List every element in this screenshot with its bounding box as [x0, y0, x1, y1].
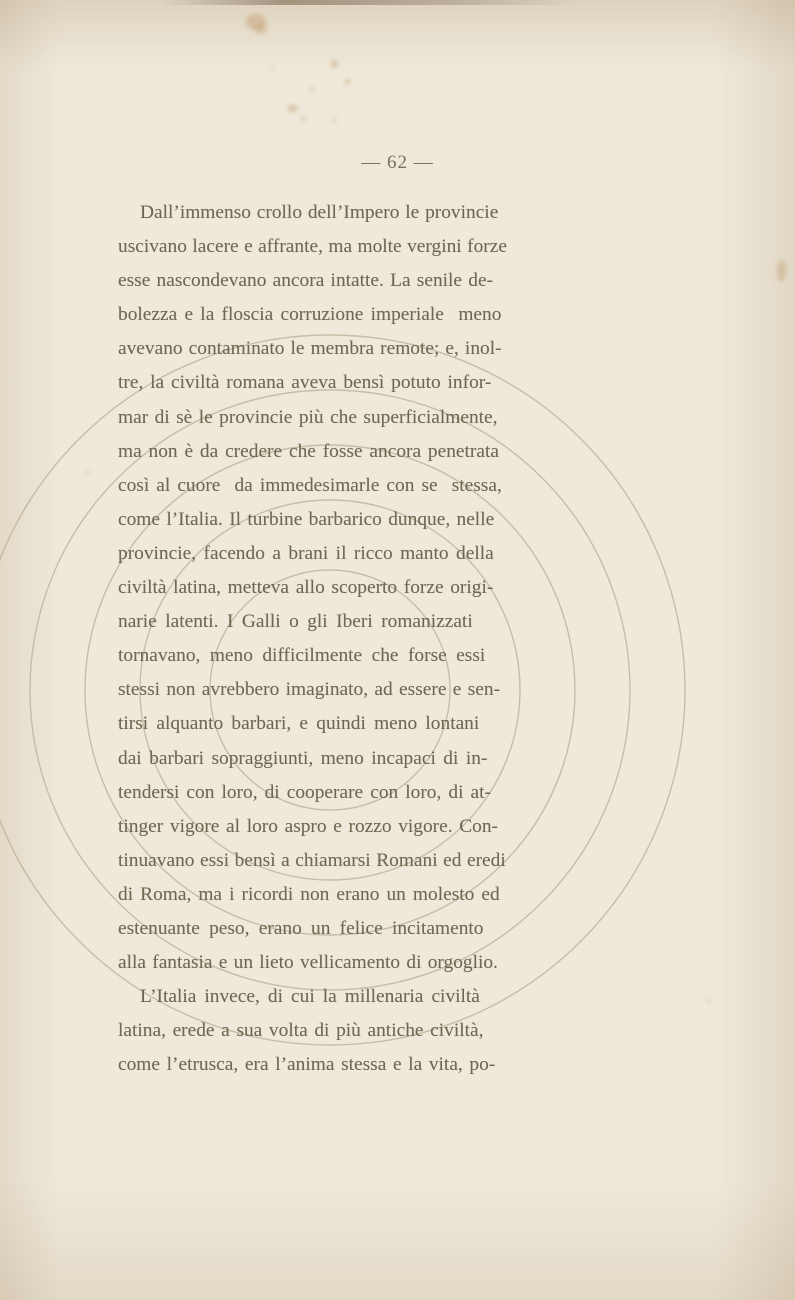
- paragraph: [118, 196, 678, 980]
- text-line: avevano contaminato le membra remote; e, inol-: [118, 338, 502, 360]
- paper-stain: [300, 116, 307, 122]
- page-edge-shadow-left: [0, 0, 60, 1300]
- text-line: dai barbari sopraggiunti, meno incapaci di in-: [118, 747, 488, 769]
- text-line: uscivano lacere e affrante, ma molte vergini forze: [118, 236, 507, 258]
- paper-stain: [246, 14, 266, 30]
- text-line: ma non è da credere che fosse ancora penetrata: [118, 440, 499, 462]
- text-line: tinger vigore al loro aspro e rozzo vigore. Con-: [118, 815, 499, 837]
- paper-stain: [84, 470, 90, 475]
- page-edge-shadow-top: [0, 0, 795, 70]
- text-line: alla fantasia e un lieto vellicamento di orgoglio.: [118, 952, 498, 974]
- page-edge-shadow-bottom: [0, 1180, 795, 1300]
- paragraph: [118, 980, 678, 1082]
- text-line: esse nascondevano ancora intatte. La senile de-: [118, 270, 494, 292]
- paper-stain: [330, 60, 339, 68]
- page-edge-shadow-right: [715, 0, 795, 1300]
- text-line: L’Italia invece, di cui la millenaria civiltà: [140, 986, 480, 1008]
- text-line: così al cuore da immedesimarle con se stessa,: [118, 474, 502, 496]
- paper-stain: [309, 86, 315, 92]
- paper-stain: [255, 24, 267, 34]
- text-line: tre, la civiltà romana aveva bensì potuto infor-: [118, 372, 492, 394]
- text-line: tendersi con loro, di cooperare con loro, di at-: [118, 781, 491, 803]
- text-line: narie latenti. I Galli o gli Iberi romanizzati: [118, 611, 473, 633]
- page-text-body: [118, 196, 678, 1082]
- text-line: civiltà latina, metteva allo scoperto forze origi-: [118, 577, 494, 599]
- text-line: tirsi alquanto barbari, e quindi meno lontani: [118, 713, 480, 735]
- paper-stain: [706, 998, 712, 1004]
- text-line: tornavano, meno difficilmente che forse essi: [118, 645, 486, 667]
- text-line: estenuante peso, erano un felice incitamento: [118, 917, 484, 939]
- paper-stain: [777, 260, 786, 282]
- scan-artifact-strip: [160, 0, 580, 5]
- paper-stain: [344, 78, 351, 85]
- text-line: come l’Italia. Il turbine barbarico dunque, nelle: [118, 508, 495, 530]
- paper-stain: [287, 104, 298, 113]
- text-line: stessi non avrebbero imaginato, ad essere e sen-: [118, 679, 501, 701]
- text-line: Dall’immenso crollo dell’Impero le provincie: [140, 202, 499, 223]
- text-line: bolezza e la floscia corruzione imperiale meno: [118, 304, 502, 326]
- text-line: di Roma, ma i ricordi non erano un molesto ed: [118, 883, 500, 905]
- paper-stain: [331, 118, 337, 123]
- text-line: come l’etrusca, era l’anima stessa e la vita, po-: [118, 1054, 496, 1076]
- text-line: latina, erede a sua volta di più antiche civiltà,: [118, 1020, 484, 1042]
- paper-stain: [270, 66, 275, 71]
- text-line: tinuavano essi bensì a chiamarsi Romani ed eredi: [118, 849, 506, 871]
- text-line: provincie, facendo a brani il ricco manto della: [118, 542, 494, 564]
- page-number: — 62 —: [361, 152, 434, 173]
- text-line: mar di sè le provincie più che superficialmente,: [118, 406, 498, 428]
